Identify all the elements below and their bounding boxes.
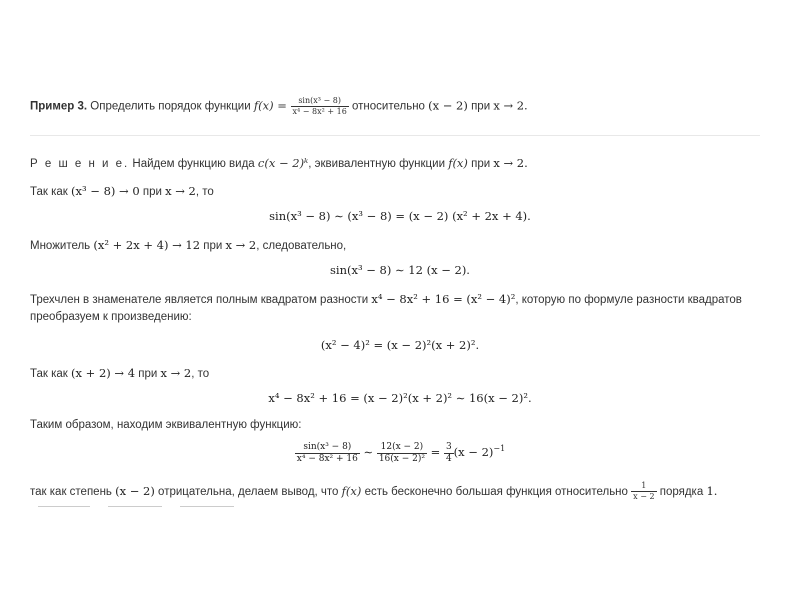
line6-text-2: при [135,368,161,380]
eq5-exponent: −1 [493,444,506,454]
solution-word: Р е ш е н и е. [30,158,130,170]
line8-text-1: так как степень [30,486,116,498]
equation-3: (x² − 4)² = (x − 2)²(x + 2)². [320,338,480,352]
eq5-fraction-3-denominator: 4 [445,453,452,464]
line8-fraction-denominator: x − 2 [633,492,655,502]
text-line-7: Таким образом, находим эквивалентную функцию: [30,419,302,431]
equation-5 [0,440,800,464]
solution-text-1: Найдем функцию вида [129,158,258,170]
eq5-sim: ∼ [359,445,377,459]
equation-4: x⁴ − 8x² + 16 = (x − 2)²(x + 2)² ∼ 16(x − 2)². [268,391,532,405]
equation-2: sin(x³ − 8) ∼ 12 (x − 2). [330,263,470,277]
example-fraction-denominator: x⁴ − 8x² + 16 [292,107,347,116]
line8-fraction [631,482,656,501]
line3-limit: x → 2 [225,238,257,252]
line8-fx: f(x) [341,484,362,498]
section-divider [30,135,760,136]
eq5-tail: (x − 2) [453,445,494,459]
solution-limit: x → 2. [493,156,528,170]
line4-text-2: , которую по формуле разности квадратов [515,294,742,306]
line8-expr: (x − 2) [115,484,155,498]
example-label: Пример 3. [30,100,88,113]
text-line-3 [30,237,770,254]
line2-text-2: при [139,186,166,198]
eq5-equals: = [426,445,444,459]
line8-text-3: есть бесконечно большая функция относительно [361,486,632,498]
text-line-8 [30,481,770,502]
eq5-fraction-3-numerator: 3 [445,441,452,452]
line6-expr: (x + 2) → 4 [71,366,136,380]
line8-text-4: порядка [656,486,707,498]
line6-limit: x → 2 [160,366,192,380]
footer-rule-2 [108,506,162,507]
line2-text-1: Так как [30,186,72,198]
footer-rule-3 [180,506,234,507]
example-limit: x → 2. [493,98,528,113]
solution-line-1 [30,155,770,172]
solution-fx: f(x) [448,156,468,170]
example-relative: (x − 2) [428,98,468,113]
line2-text-3: , то [195,186,214,198]
text-line-4 [30,291,770,308]
line8-order: 1. [706,484,718,498]
line3-expr: (x² + 2x + 4) → 12 [93,238,201,252]
eq5-fraction-1 [295,443,360,464]
line4-expr: x⁴ − 8x² + 16 = (x² − 4)² [371,292,516,306]
example-function: f(x) = [253,98,291,113]
example-at: при [467,100,494,113]
line8-fraction-numerator: 1 [631,482,656,492]
solution-text-2: , эквивалентную функции [308,158,449,170]
text-line-2 [30,183,770,200]
eq5-fraction-3 [444,443,454,464]
example-statement [30,97,770,116]
eq5-fraction-2-denominator: 16(x − 2)² [378,453,425,464]
line8-text-2: отрицательна, делаем вывод, что [154,486,342,498]
line2-limit: x → 2 [165,184,196,198]
example-fraction [291,97,349,116]
eq5-fraction-1-denominator: x⁴ − 8x² + 16 [296,453,358,464]
line3-text-1: Множитель [30,240,94,252]
line3-text-3: , следовательно, [256,240,347,252]
solution-form: c(x − 2)ᵏ [257,156,309,170]
text-line-5: преобразуем к произведению: [30,311,192,323]
example-text-after: относительно [348,100,429,113]
line4-text-1: Трехчлен в знаменателе является полным квадратом разности [30,294,372,306]
eq5-fraction-1-numerator: sin(x³ − 8) [295,443,360,454]
solution-text-3: при [467,158,494,170]
example-text-before: Определить порядок функции [87,100,254,113]
eq5-fraction-2 [377,443,427,464]
line2-expr: (x³ − 8) → 0 [71,184,140,198]
footer-rule-1 [38,506,90,507]
line6-text-1: Так как [30,368,72,380]
eq5-fraction-2-numerator: 12(x − 2) [377,443,427,454]
example-fraction-numerator: sin(x³ − 8) [291,97,349,107]
equation-1: sin(x³ − 8) ∼ (x³ − 8) = (x − 2) (x² + 2x + 4). [269,209,531,223]
text-line-6 [30,365,770,382]
line6-text-3: , то [191,368,210,380]
line3-text-2: при [200,240,226,252]
